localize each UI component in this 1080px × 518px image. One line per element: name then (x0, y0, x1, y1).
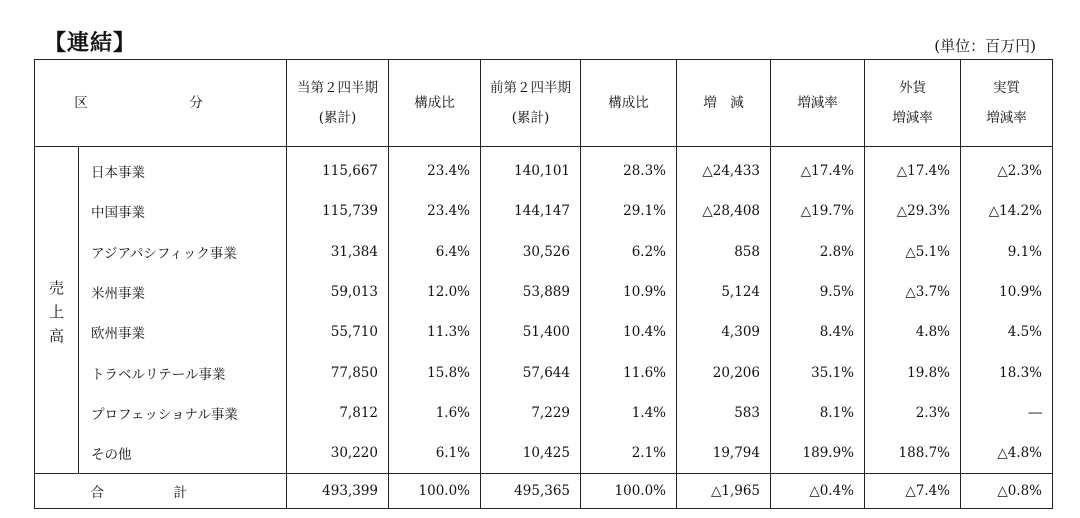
table-header-row (35, 60, 1053, 147)
cell-ratio-current: 23.4% (389, 191, 481, 231)
cell-ratio-previous: 11.6% (581, 352, 677, 392)
total-change-rate: △0.4% (771, 474, 865, 509)
total-current: 493,399 (287, 474, 389, 509)
cell-current: 115,739 (287, 191, 389, 231)
cell-ratio-current: 12.0% (389, 272, 481, 312)
cell-previous: 7,229 (481, 393, 581, 433)
cell-ratio-previous: 29.1% (581, 191, 677, 231)
cell-real-rate: △4.8% (961, 433, 1053, 474)
cell-fx-rate: 188.7% (865, 433, 961, 474)
table-row (35, 147, 1053, 192)
cell-change: △28,408 (677, 191, 771, 231)
cell-change-rate: 8.1% (771, 393, 865, 433)
cell-ratio-previous: 10.4% (581, 312, 677, 352)
cell-previous: 53,889 (481, 272, 581, 312)
cell-ratio-current: 6.1% (389, 433, 481, 474)
cell-previous: 10,425 (481, 433, 581, 474)
cell-previous: 51,400 (481, 312, 581, 352)
cell-change: 20,206 (677, 352, 771, 392)
total-ratio-previous: 100.0% (581, 474, 677, 509)
cell-current: 31,384 (287, 232, 389, 272)
cell-change-rate: △19.7% (771, 191, 865, 231)
header-change-rate: 増減率 (771, 60, 865, 147)
cell-previous: 140,101 (481, 147, 581, 192)
cell-fx-rate: 2.3% (865, 393, 961, 433)
row-name: 日本事業 (79, 147, 287, 192)
total-change: △1,965 (677, 474, 771, 509)
cell-real-rate: ― (961, 393, 1053, 433)
cell-current: 115,667 (287, 147, 389, 192)
cell-real-rate: 4.5% (961, 312, 1053, 352)
header-ratio-current: 構成比 (389, 60, 481, 147)
cell-change: 19,794 (677, 433, 771, 474)
cell-real-rate: △14.2% (961, 191, 1053, 231)
header-real-rate: 実質 増減率 (961, 60, 1053, 147)
cell-ratio-previous: 1.4% (581, 393, 677, 433)
cell-current: 59,013 (287, 272, 389, 312)
row-name: アジアパシフィック事業 (79, 232, 287, 272)
table-row (35, 393, 1053, 433)
cell-ratio-current: 15.8% (389, 352, 481, 392)
row-name: プロフェッショナル事業 (79, 393, 287, 433)
row-name: その他 (79, 433, 287, 474)
table-row (35, 433, 1053, 474)
table-row (35, 272, 1053, 312)
total-previous: 495,365 (481, 474, 581, 509)
cell-current: 7,812 (287, 393, 389, 433)
cell-ratio-current: 11.3% (389, 312, 481, 352)
row-name: 欧州事業 (79, 312, 287, 352)
cell-ratio-previous: 2.1% (581, 433, 677, 474)
cell-change-rate: △17.4% (771, 147, 865, 192)
consolidated-sales-table (34, 59, 1053, 509)
header-change: 増 減 (677, 60, 771, 147)
cell-fx-rate: △17.4% (865, 147, 961, 192)
cell-change: 583 (677, 393, 771, 433)
table-row (35, 191, 1053, 231)
cell-ratio-current: 23.4% (389, 147, 481, 192)
total-spacer (35, 474, 79, 509)
cell-fx-rate: △29.3% (865, 191, 961, 231)
cell-real-rate: 18.3% (961, 352, 1053, 392)
cell-real-rate: 9.1% (961, 232, 1053, 272)
cell-ratio-previous: 10.9% (581, 272, 677, 312)
cell-fx-rate: 4.8% (865, 312, 961, 352)
total-fx-rate: △7.4% (865, 474, 961, 509)
cell-ratio-previous: 6.2% (581, 232, 677, 272)
cell-fx-rate: 19.8% (865, 352, 961, 392)
cell-fx-rate: △3.7% (865, 272, 961, 312)
cell-change-rate: 35.1% (771, 352, 865, 392)
row-name: トラベルリテール事業 (79, 352, 287, 392)
total-label: 合 計 (79, 474, 287, 509)
sales-group-label: 売 上 高 (35, 147, 79, 474)
cell-current: 55,710 (287, 312, 389, 352)
cell-ratio-current: 1.6% (389, 393, 481, 433)
cell-change: 4,309 (677, 312, 771, 352)
table-row (35, 352, 1053, 392)
report-title: 【連結】 (44, 30, 137, 56)
cell-change-rate: 2.8% (771, 232, 865, 272)
header-division: 区 分 (35, 60, 287, 147)
cell-change: △24,433 (677, 147, 771, 192)
cell-current: 77,850 (287, 352, 389, 392)
header-current-period: 当第２四半期 (累計) (287, 60, 389, 147)
total-ratio-current: 100.0% (389, 474, 481, 509)
header-previous-period: 前第２四半期 (累計) (481, 60, 581, 147)
cell-current: 30,220 (287, 433, 389, 474)
cell-change: 858 (677, 232, 771, 272)
header-ratio-previous: 構成比 (581, 60, 677, 147)
cell-change-rate: 189.9% (771, 433, 865, 474)
cell-change-rate: 9.5% (771, 272, 865, 312)
cell-previous: 57,644 (481, 352, 581, 392)
row-name: 米州事業 (79, 272, 287, 312)
total-row (35, 474, 1053, 509)
cell-real-rate: 10.9% (961, 272, 1053, 312)
cell-change-rate: 8.4% (771, 312, 865, 352)
row-name: 中国事業 (79, 191, 287, 231)
cell-change: 5,124 (677, 272, 771, 312)
cell-previous: 144,147 (481, 191, 581, 231)
header-fx-rate: 外貨 増減率 (865, 60, 961, 147)
unit-label: (単位：百万円) (934, 37, 1036, 55)
cell-fx-rate: △5.1% (865, 232, 961, 272)
total-real-rate: △0.8% (961, 474, 1053, 509)
cell-previous: 30,526 (481, 232, 581, 272)
table-row (35, 312, 1053, 352)
table-row (35, 232, 1053, 272)
cell-ratio-previous: 28.3% (581, 147, 677, 192)
cell-ratio-current: 6.4% (389, 232, 481, 272)
cell-real-rate: △2.3% (961, 147, 1053, 192)
